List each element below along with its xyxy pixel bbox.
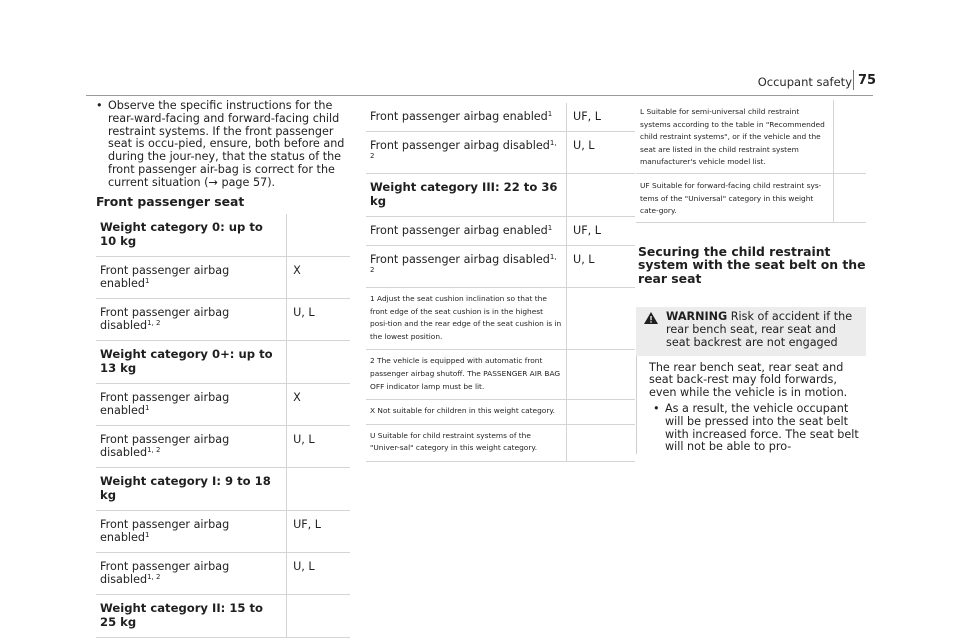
cell-label [96,340,287,383]
bullet-dot: • [653,402,660,416]
footnote-text: U Suitable for child restraint systems of the "Univer-sal" category in this weight category. [370,430,538,453]
row-label: Front passenger airbag disabled [100,305,230,332]
row-label: Front passenger airbag enabled [100,517,230,544]
cell-label [366,174,567,217]
row-value: X [293,263,301,277]
cell-value [287,256,350,298]
footnote-ref: 1 [145,403,150,412]
cell-value [567,246,636,288]
cell-label [96,256,287,298]
row-value: UF, L [573,110,601,123]
row-value: U, L [293,305,315,319]
cell-value [567,132,636,174]
cell-label [366,132,567,174]
cell-value [287,340,350,383]
cell-value [567,424,636,461]
row-value: U, L [293,432,315,446]
category-row [96,214,350,257]
warning-bullet-text: As a result, the vehicle occupant will be pressed into the seat belt with increased force. The seat belt will not be able to pro- [665,402,859,454]
warning-bullet [649,403,862,454]
category-row [96,340,350,383]
table-row [366,103,635,132]
footnote-row [366,424,635,461]
footnote-ref: 1 [547,110,553,118]
cell-value [287,298,350,340]
category-row [96,594,350,637]
category-label: Weight category I: 9 to 18 kg [100,473,271,502]
cell-value [567,350,636,400]
cell-label [96,383,287,425]
seat-table-part2 [366,103,635,462]
table-row [96,298,350,340]
footnote-text: 2 The vehicle is equipped with automatic front passenger airbag shutoff. The PASSENGER AIR BAG OFF indicator lamp must be lit. [370,356,561,391]
row-label: Front passenger airbag enabled [370,110,548,123]
cell-label [366,400,567,425]
cell-label [366,424,567,461]
category-label: Weight category 0: up to 10 kg [100,219,263,248]
footnote-ref: 1, 2 [370,139,557,160]
header-rule [86,95,873,96]
category-row [96,467,350,510]
seat-table-part1 [96,214,350,638]
cell-label [96,594,287,637]
table-row [96,510,350,552]
cell-label [96,552,287,594]
footnote-ref: 1 [547,224,553,232]
cell-value [287,214,350,257]
cell-value [567,400,636,425]
footnote-ref: 1, 2 [147,572,161,581]
warning-text: Risk of accident if the rear bench seat, rear seat and seat backrest are not engaged [666,310,853,349]
cell-value [287,552,350,594]
intro-bullet-text: Observe the specific instructions for the rear-ward-facing and forward-facing child restraint systems. If the front passenger seat is occu-pied, ensure, both before and during the jour-ney, that the status of the front passenger air-bag is correct for the current situation (→ page 57). [108,99,345,189]
cell-label [366,246,567,288]
footnote-text: X Not suitable for children in this weight category. [370,406,556,416]
row-label: Front passenger airbag disabled [370,139,550,152]
row-label: Front passenger airbag enabled [100,263,230,290]
footnote-ref: 1 [145,530,150,539]
warning-label: WARNING [666,310,728,324]
warning-body [636,356,866,455]
legend-note-uf: UF Suitable for forward-facing child restraint sys-tems of the "Universal" category in this weight cate-gory. [636,173,834,222]
row-value: X [293,390,301,404]
category-label: Weight category II: 15 to 25 kg [100,600,263,629]
cell-label [96,467,287,510]
warning-body-text: The rear bench seat, rear seat and seat back-rest may fold forwards, even while the vehicle is in motion. [649,360,848,400]
warning-triangle-icon [644,312,658,328]
column-left [96,100,350,638]
cell-label [366,103,567,132]
row-value: U, L [573,139,595,152]
category-label: Weight category III: 22 to 36 kg [370,180,558,208]
table-row [96,552,350,594]
row-value: U, L [293,559,315,573]
cell-label [96,510,287,552]
footnote-ref: 1 [145,276,150,285]
warning-box [636,307,866,454]
footnote-ref: 1, 2 [147,445,161,454]
row-label: Front passenger airbag disabled [100,432,230,459]
footnote-row [366,400,635,425]
intro-bullet [96,100,350,190]
row-value: UF, L [573,224,601,237]
category-label: Weight category 0+: up to 13 kg [100,346,273,375]
cell-label [96,214,287,257]
category-row [366,174,635,217]
row-label: Front passenger airbag enabled [100,390,230,417]
cell-label [96,298,287,340]
cell-value [567,174,636,217]
table-row [366,132,635,174]
cell-value [287,467,350,510]
table-row [96,425,350,467]
table-row [96,256,350,298]
table-row [366,217,635,246]
column-right [636,100,866,454]
cell-label [96,425,287,467]
footnote-text: 1 Adjust the seat cushion inclination so that the front edge of the seat cushion is in the highest posi-tion and the rear edge of the seat cushion is in the lowest position. [370,294,562,341]
row-label: Front passenger airbag disabled [370,253,550,266]
cell-value [287,425,350,467]
footnote-ref: 1, 2 [147,318,161,327]
cell-value [567,103,636,132]
row-label: Front passenger airbag disabled [100,559,230,586]
cell-label [366,217,567,246]
cell-value [567,217,636,246]
warning-header [636,307,866,355]
row-value: UF, L [293,517,322,531]
cell-value [287,383,350,425]
header-section-title: Occupant safety [757,75,852,89]
table-row [96,383,350,425]
cell-label [366,288,567,350]
legend-note-l: L Suitable for semi-universal child restraint systems according to the table in "Recommended child restraint systems", or if the vehicle and the seat are listed in the child restraint system manufacturer's vehicle model list. [636,100,834,173]
cell-value [287,510,350,552]
table-row [366,246,635,288]
bullet-dot: • [96,99,103,112]
column-middle [366,103,635,462]
cell-value [287,594,350,637]
row-value: U, L [573,253,595,266]
page-number: 75 [858,73,877,88]
footnote-row [366,288,635,350]
footnote-row [366,350,635,400]
cell-label [366,350,567,400]
cell-value [567,288,636,350]
row-label: Front passenger airbag enabled [370,224,548,237]
section-title: Front passenger seat [96,193,245,209]
footnote-ref: 1, 2 [370,253,557,274]
legend-notes [636,100,866,223]
section-title-securing: Securing the child restraint system with the seat belt on the rear seat [638,243,866,286]
